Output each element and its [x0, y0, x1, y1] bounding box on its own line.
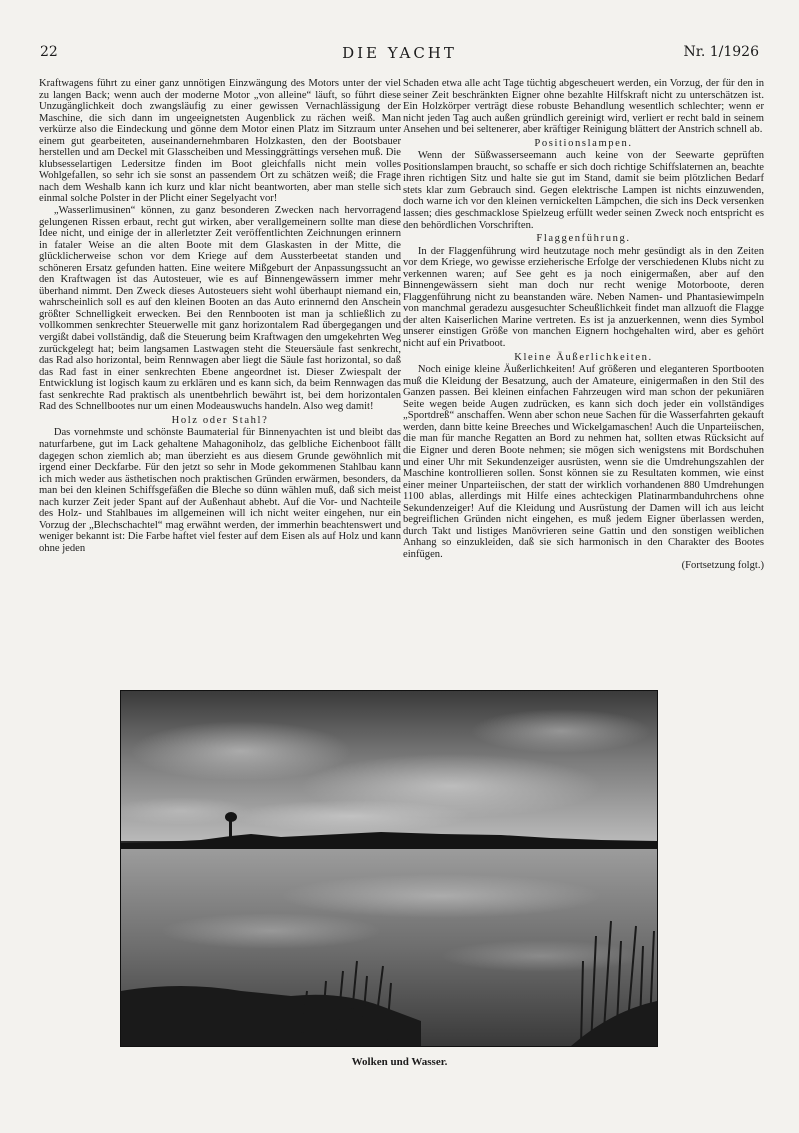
left-paragraph-2: „Wasserlimusinen“ können, zu ganz besonderen Zwecken nach hervorragend gelungenen Rissen erbaut, recht gut wirken, aber verallgemeinern sollte man diese Idee nicht, und einige der in allerletzter Zeit veröffentlichten Zeichnungen erinnern in fataler Weise an die alten Boote mit dem Glaskasten in der Mitte, die glücklicherweise schon vor dem Kriege auf dem Aussterbeetat standen und schöneren Ersatz gefunden hatten. Eine weitere Mißgeburt der Anpassungssucht an den Kraftwagen ist das Autosteuer, wie es auf Binnengewässern immer mehr überhand nimmt. Den Zweck dieses Autosteuers sieht wohl überhaupt niemand ein, wahrscheinlich soll es auf den kleinen Booten an das Auto erinnernd den Anschein größter Schnelligkeit erwecken. Bei den Rennbooten ist man ja schließlich zu vollkommen senkrechter Steuerwelle mit ganz horizontalem Rad übergegangen und vergißt dabei vollständig, daß die Steuerung beim Kraftwagen den umgekehrten Weg zurückgelegt hat; beim langsamen Lastwagen steht die Steuersäule fast senkrecht, das Rad also horizontal, beim Rennwagen aber liegt die Säule fast horizontal, so daß das Rad fast in einer senkrechten Ebene angeordnet ist. Dieser Zwiespalt der Entwicklung ist logisch kaum zu erklären und es kann sich, da beim Rennwagen das fast senkrechte Rad praktisch als unentbehrlich bewährt ist, bei dem horizontalen Rad des Schnellbootes nur um einen Modeauswuchs handeln. Also weg damit!: [39, 205, 401, 413]
page-number: 22: [40, 44, 58, 60]
issue-number: Nr. 1/1926: [683, 44, 759, 60]
right-paragraph-3: In der Flaggenführung wird heutzutage noch mehr gesündigt als in den Zeiten vor dem Kriege, wo gewisse erzieherische Erfolge der verschiedenen Klubs nicht zu verkennen waren; auf See geht es ja noch einigermaßen, aber auf den Binnengewässern sieht man doch nur recht wenige Motorboote, deren Flaggenführung nicht zu beanstanden wäre. Neben Namen- und Phantasiewimpeln von manchmal geradezu ausgesuchter Scheußlichkeit findet man allzuoft die Flagge der alten Kaiserlichen Marine vertreten. Es ist ja anzuerkennen, wenn dies Symbol unserer einstigen Größe von manchen Eignern hochgehalten wird, aber es gehört nicht auf ein Privatboot.: [403, 245, 764, 350]
landscape-photo-image: [121, 691, 657, 1046]
section-heading-kleine-aeusserlichkeiten: Kleine Äußerlichkeiten.: [514, 351, 653, 363]
magazine-title: DIE YACHT: [342, 44, 457, 62]
section-heading-positionslampen: Positionslampen.: [534, 137, 633, 149]
right-column: [403, 78, 764, 682]
photo-caption: Wolken und Wasser.: [351, 1056, 448, 1068]
left-paragraph-3: Das vornehmste und schönste Baumaterial für Binnenyachten ist und bleibt das naturfarbene, gut im Lack gehaltene Mahagoniholz, das gelbliche Eichenboot fällt dagegen schon ziemlich ab; man überzieht es aus diesem Grunde gewöhnlich mit irgend einer Deckfarbe. Für den jetzt so sehr in Mode gekommenen Stahlbau kann ich mich weder aus ästhetischen noch praktischen Gründen erwärmen, besonders, da man bei den kleinen Schiffsgefäßen die Bleche so dünn wählen muß, daß sich meist nach kurzer Zeit jeder Spant auf der Außenhaut abhebt. Auf die Vor- und Nachteile des Holz- und Stahlbaues im allgemeinen will ich nicht weiter eingehen, nur ein Vorzug der „Blechschachtel“ mag erwähnt werden, der immerhin beachtenswert und weniger bekannt ist: Die Farbe haftet viel fester auf dem Eisen als auf Holz und kann ohne jeden: [39, 427, 401, 554]
left-paragraph-1: Kraftwagens führt zu einer ganz unnötigen Einzwängung des Motors unter der viel zu langen Back; wenn auch der moderne Motor „von alleine“ läuft, so führt diese Unzugänglichkeit doch zwangsläufig zu einer gewissen Vernachlässigung der Maschine, die sich dann im ungeeignetsten Augenblick zu rächen weiß. Man verkürze also die Eindeckung und gönne dem Motor einen Platz im Sitzraum unter einem gut gearbeiteten, auseinandernehmbaren Holzkasten, den der Bootsbauer herstellen und am Deckel mit Glasscheiben und Messinggrättings versehen muß. Die klubsesselartigen Ledersitze finden im Boot gleichfalls nicht mein volles Wohlgefallen, so sehr ich sie sonst an passendem Ort zu schätzen weiß; die Frage nach dem Weshalb kann ich kurz und klar nicht beantworten, aber man stelle sich einmal solche Polster in der Plicht einer Segelyacht vor!: [39, 78, 401, 205]
section-heading-flaggenfuehrung: Flaggenführung.: [536, 233, 631, 245]
right-paragraph-2: Wenn der Süßwasserseemann auch keine von der Seewarte geprüften Positionslampen braucht, so schaffe er sich doch richtige Schiffslaternen an, beachte ihren richtigen Sitz und halte sie gut im Stand, damit sie beim plötzlichen Bedarf stets klar zum Gebrauch sind. Gegen elektrische Lampen ist nichts einzuwenden, doch warne ich vor den kleinen vernickelten Lämpchen, die sich ins Deck versenken lassen; dies geschmacklose Spielzeug erfüllt weder seinen Zweck noch entspricht es den behördlichen Vorschriften.: [403, 150, 764, 231]
continued-note: (Fortsetzung folgt.): [681, 560, 764, 572]
right-paragraph-4: Noch einige kleine Äußerlichkeiten! Auf größeren und eleganteren Sportbooten muß die Kleidung der Besatzung, auch der Amateure, einigermaßen in den Stil des Ganzen passen. Bei kleinen einfachen Fahrzeugen wird man schon der pekuniären Seite wegen beide Augen zudrücken, es kann sich doch jeder ein vollständiges „Sportdreß“ anschaffen. Wenn aber schon neue Sachen für die Wasserfahrten gekauft werden, dann bitte keine Breeches und Wickelgamaschen! Auch die Unparteiischen, die man für manche Regatten an Bord zu nehmen hat, sollten etwas Rücksicht auf die Eigner und deren Boote nehmen; sie mögen sich wenigstens mit Bordschuhen und einer Uhr mit Sekundenzeiger ausrüsten, wenn sie die Umdrehungszahlen der Maschine kontrollieren sollen. Sonst können sie zu Resultaten kommen, wie einst einer meiner Unparteiischen, der statt der wirklich vorhandenen 880 Umdrehungen 1100 ablas, allerdings mit Hilfe eines achteckigen Platinarmbanduhrchens ohne Sekundenzeiger! Auf die Kleidung und Ausrüstung der Damen will ich aus leicht begreiflichen Gründen nicht eingehen, es muß jedem Eigner überlassen werden, durch Takt und listiges Manövrieren seine Gattin und den sonstigen weiblichen Anhang so einzukleiden, daß sie sich harmonisch in den Charakter des Bootes einfügen.: [403, 364, 764, 560]
left-column: [39, 78, 401, 682]
page-header: [40, 44, 759, 66]
section-heading-holz-oder-stahl: Holz oder Stahl?: [171, 414, 269, 426]
right-paragraph-1: Schaden etwa alle acht Tage tüchtig abgescheuert werden, ein Vorzug, der für den in seiner Zeit beschränkten Eigner ohne bezahlte Hilfskraft nicht zu unterschätzen ist. Ein Holzkörper verträgt diese robuste Behandlung wesentlich schlechter; wenn er nicht jeden Tag auch außen gründlich gereinigt wird, verliert er recht bald in seinem Ansehen und bei seltenerer, aber kräftiger Reinigung blättert der Anstrich schnell ab.: [403, 78, 764, 136]
photo-clouds-and-water: [120, 690, 658, 1047]
